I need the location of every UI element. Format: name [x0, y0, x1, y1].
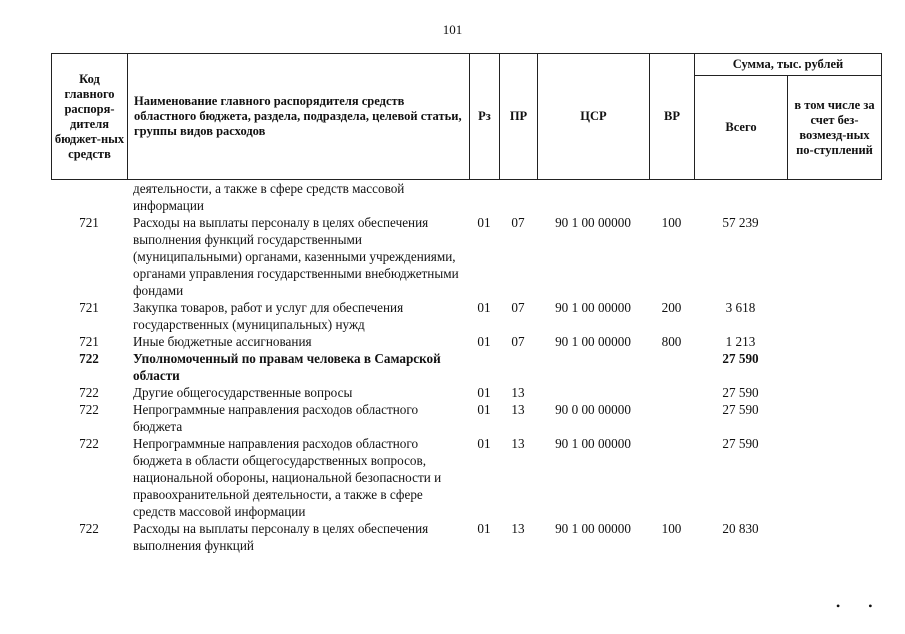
cell-code: 722: [79, 385, 99, 400]
cell-csr: [537, 350, 649, 384]
header-code: Код главного распоря-дителя бюджет-ных средств: [52, 54, 128, 180]
cell-name: Расходы на выплаты персоналу в целях обеспечения выполнения функций: [133, 521, 429, 553]
table-row: [51, 435, 881, 520]
table-row: [51, 401, 881, 435]
cell-total: 27 590: [722, 351, 759, 366]
cell-pr: 13: [511, 521, 525, 536]
cell-including: [787, 214, 881, 299]
cell-rz: 01: [477, 436, 491, 451]
cell-vr: [649, 350, 694, 384]
cell-name: Закупка товаров, работ и услуг для обеспечения государственных (муниципальных) нужд: [133, 300, 404, 332]
cell-vr: [649, 435, 694, 520]
cell-code: [51, 180, 127, 214]
cell-rz: 01: [477, 334, 491, 349]
cell-total: 1 213: [725, 334, 756, 349]
cell-vr: 200: [661, 300, 682, 315]
cell-including: [787, 333, 881, 350]
cell-rz: 01: [477, 521, 491, 536]
header-name: Наименование главного распорядителя средств областного бюджета, раздела, подраздела, целевой статьи, группы видов расходов: [128, 54, 470, 180]
cell-including: [787, 520, 881, 554]
cell-vr: [649, 180, 694, 214]
cell-name: Непрограммные направления расходов областного бюджета в области общегосударственных вопросов, национальной обороны, национальной безопасности и правоохранительной деятельности, а также в сфере средств массовой информации: [133, 436, 442, 519]
cell-code: 722: [79, 521, 99, 536]
cell-csr: 90 1 00 00000: [555, 300, 631, 315]
table-row: [51, 333, 881, 350]
cell-total: 27 590: [722, 402, 759, 417]
cell-total: [694, 180, 787, 214]
cell-name: Расходы на выплаты персоналу в целях обеспечения выполнения функций государственными (муниципальными) органами, казенными учреждениями, органами управления государственными внебюджетными фондами: [133, 215, 459, 298]
cell-rz: 01: [477, 385, 491, 400]
cell-csr: [537, 384, 649, 401]
cell-vr: 100: [661, 521, 682, 536]
cell-pr: 07: [511, 334, 525, 349]
cell-csr: 90 1 00 00000: [555, 215, 631, 230]
cell-code: 722: [79, 402, 99, 417]
table-row: [51, 350, 881, 384]
table-header: [51, 53, 882, 180]
cell-pr: 13: [511, 402, 525, 417]
cell-total: 27 590: [722, 436, 759, 451]
cell-including: [787, 180, 881, 214]
cell-code: 721: [79, 215, 99, 230]
cell-csr: 90 0 00 00000: [555, 402, 631, 417]
header-rz: Рз: [470, 54, 500, 180]
header-total: Всего: [695, 76, 788, 180]
table-row: [51, 384, 881, 401]
cell-including: [787, 384, 881, 401]
table-row: [51, 520, 881, 554]
cell-rz: [469, 350, 499, 384]
cell-csr: 90 1 00 00000: [555, 436, 631, 451]
cell-total: 3 618: [725, 300, 756, 315]
cell-name: Иные бюджетные ассигнования: [133, 334, 312, 349]
cell-total: 20 830: [722, 521, 759, 536]
cell-code: 722: [79, 351, 99, 366]
cell-vr: [649, 401, 694, 435]
cell-name: Уполномоченный по правам человека в Самарской области: [133, 351, 441, 383]
cell-csr: 90 1 00 00000: [555, 334, 631, 349]
cell-rz: [469, 180, 499, 214]
cell-name: Другие общегосударственные вопросы: [133, 385, 353, 400]
table-body: [51, 180, 881, 554]
cell-pr: 07: [511, 300, 525, 315]
cell-including: [787, 299, 881, 333]
header-sum: Сумма, тыс. рублей: [695, 54, 882, 76]
cell-rz: 01: [477, 215, 491, 230]
header-csr: ЦСР: [538, 54, 650, 180]
page-number: 101: [442, 22, 463, 37]
cell-name: деятельности, а также в сфере средств массовой информации: [133, 181, 405, 213]
cell-csr: [537, 180, 649, 214]
cell-pr: [499, 350, 537, 384]
table-row: [51, 180, 881, 214]
header-including: в том числе за счет без-возмезд-ных по-ступлений: [788, 76, 882, 180]
header-pr: ПР: [500, 54, 538, 180]
cell-including: [787, 350, 881, 384]
header-vr: ВР: [650, 54, 695, 180]
cell-code: 721: [79, 300, 99, 315]
cell-vr: [649, 384, 694, 401]
cell-rz: 01: [477, 402, 491, 417]
cell-vr: 100: [661, 215, 682, 230]
table-row: [51, 214, 881, 299]
table-row: [51, 299, 881, 333]
cell-total: 57 239: [722, 215, 759, 230]
cell-pr: [499, 180, 537, 214]
cell-including: [787, 435, 881, 520]
cell-pr: 07: [511, 215, 525, 230]
cell-code: 722: [79, 436, 99, 451]
cell-csr: 90 1 00 00000: [555, 521, 631, 536]
cell-code: 721: [79, 334, 99, 349]
cell-pr: 13: [511, 436, 525, 451]
cell-name: Непрограммные направления расходов областного бюджета: [133, 402, 419, 434]
page-marks: ••: [836, 599, 901, 613]
cell-including: [787, 401, 881, 435]
cell-rz: 01: [477, 300, 491, 315]
cell-pr: 13: [511, 385, 525, 400]
cell-total: 27 590: [722, 385, 759, 400]
cell-vr: 800: [661, 334, 682, 349]
